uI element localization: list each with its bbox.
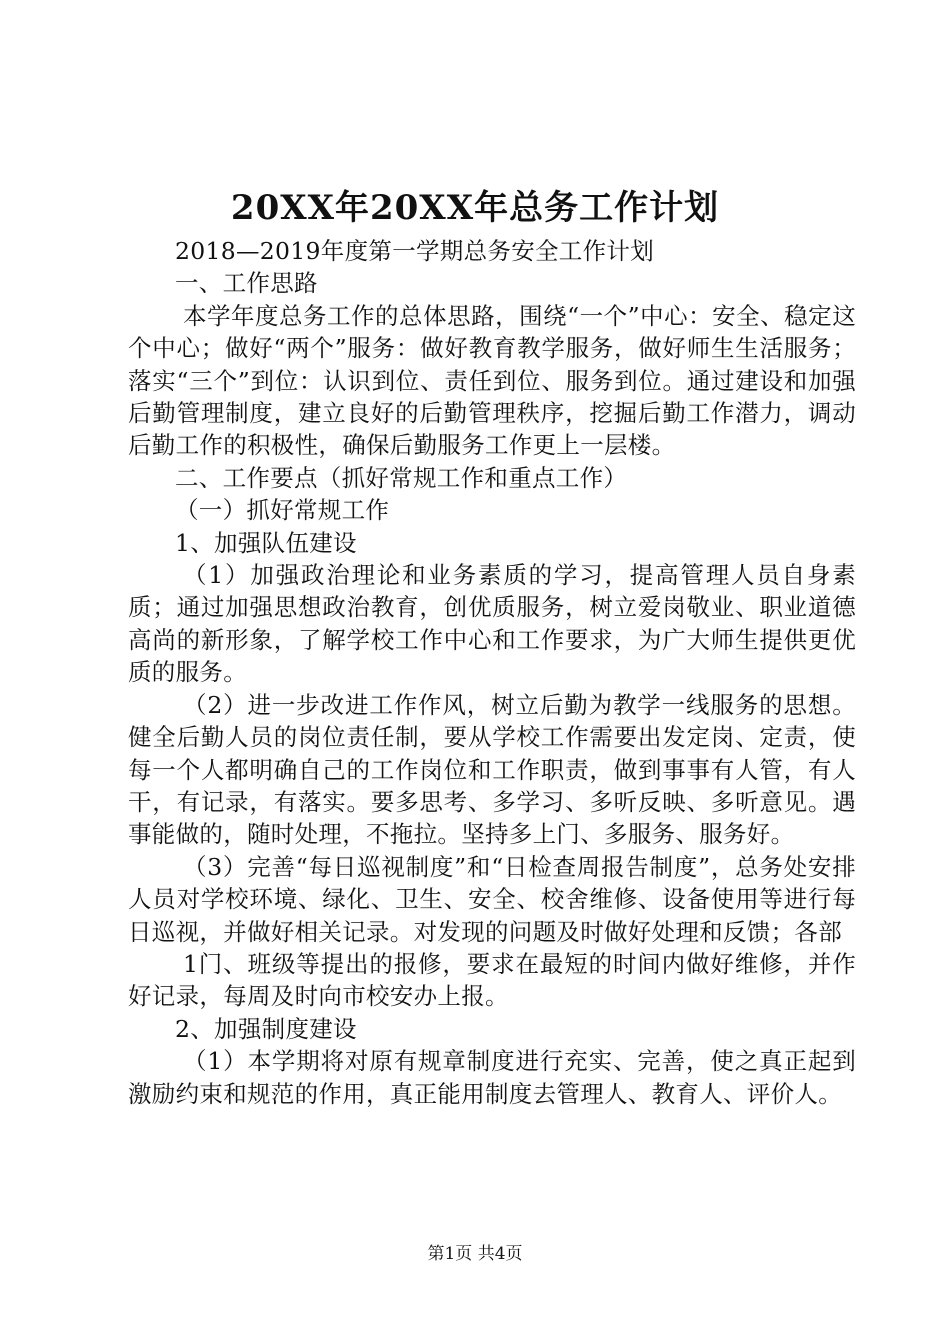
document-title: 20XX年20XX年总务工作计划 — [230, 188, 720, 228]
item-heading-system: 2、加强制度建设 — [175, 1014, 357, 1043]
paragraph-team-3: （3）完善“每日巡视制度”和“日检查周报告制度”，总务处安排人员对学校环境、绿化、卫生、安全、校舍维修、设备使用等进行每日巡视，并做好相关记录。对发现的问题及时做好处理和反馈；各部 — [128, 852, 856, 946]
section-heading-key-points: 二、工作要点（抓好常规工作和重点工作） — [175, 463, 628, 492]
document-body — [128, 235, 856, 1110]
paragraph-system-1: （1）本学期将对原有规章制度进行充实、完善，使之真正起到激励约束和规范的作用，真正能用制度去管理人、教育人、评价人。 — [128, 1047, 856, 1108]
subsection-heading-routine: （一）抓好常规工作 — [175, 496, 390, 525]
page-number: 第1页 共4页 — [427, 1244, 523, 1264]
paragraph-overview: 本学年度总务工作的总体思路，围绕“一个”中心：安全、稳定这个中心；做好“两个”服务：做好教育教学服务，做好师生生活服务；落实“三个”到位：认识到位、责任到位、服务到位。通过建设和加强后勤管理制度，建立良好的后勤管理秩序，挖掘后勤工作潜力，调动后勤工作的积极性，确保后勤服务工作更上一层楼。 — [128, 301, 856, 460]
section-heading-thinking: 一、工作思路 — [175, 269, 318, 298]
paragraph-team-1: （1）加强政治理论和业务素质的学习，提高管理人员自身素质；通过加强思想政治教育，创优质服务，树立爱岗敬业、职业道德高尚的新形象，了解学校工作中心和工作要求，为广大师生提供更优质的服务。 — [128, 561, 856, 687]
paragraph-repair: 1门、班级等提出的报修，要求在最短的时间内做好维修，并作好记录，每周及时向市校安办上报。 — [128, 949, 856, 1011]
plan-subtitle: 2018—2019年度第一学期总务安全工作计划 — [175, 237, 655, 265]
paragraph-team-2: （2）进一步改进工作作风，树立后勤为教学一线服务的思想。健全后勤人员的岗位责任制，要从学校工作需要出发定岗、定责，使每一个人都明确自己的工作岗位和工作职责，做到事事有人管，有人干，有记录，有落实。要多思考、多学习、多听反映、多听意见。遇事能做的，随时处理，不拖拉。坚持多上门、多服务、服务好。 — [128, 690, 856, 849]
item-heading-team: 1、加强队伍建设 — [175, 528, 357, 557]
